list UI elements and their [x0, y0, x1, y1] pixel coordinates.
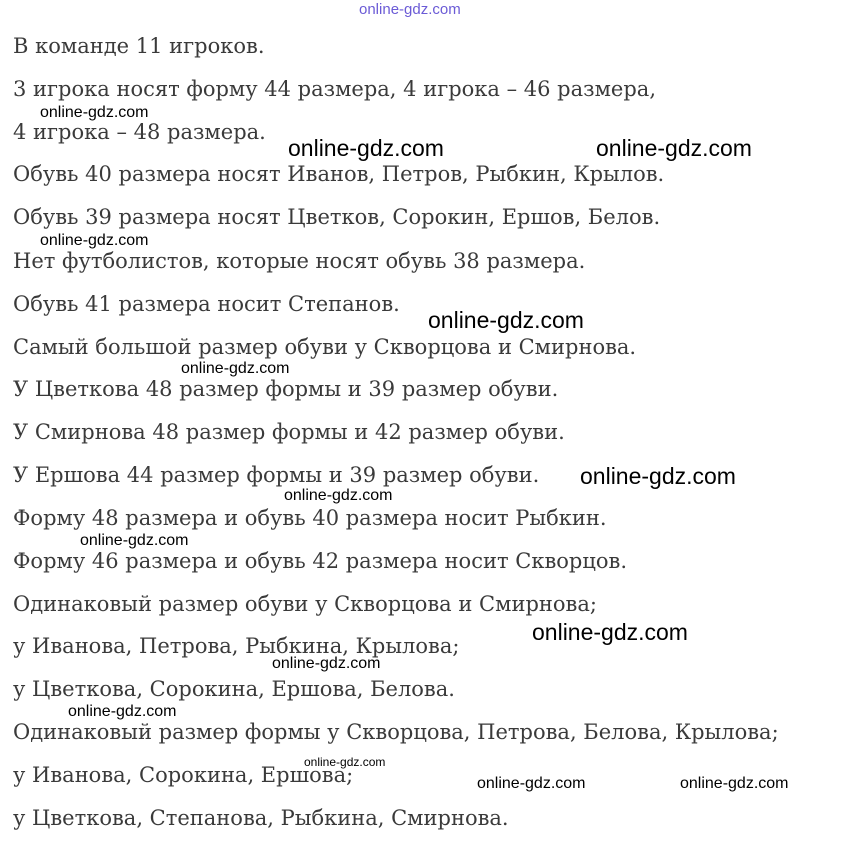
watermark: online-gdz.com [532, 619, 688, 645]
watermark: online-gdz.com [80, 532, 189, 549]
text-line-15: у Иванова, Петрова, Рыбкина, Крылова; [13, 634, 460, 658]
watermark: online-gdz.com [40, 104, 149, 121]
text-line-4: Обувь 40 размера носят Иванов, Петров, Рыбкин, Крылов. [13, 162, 665, 186]
text-line-6: Нет футболистов, которые носят обувь 38 размера. [13, 249, 586, 273]
text-line-9: У Цветкова 48 размер формы и 39 размер обуви. [13, 377, 559, 401]
text-line-17: Одинаковый размер формы у Скворцова, Петрова, Белова, Крылова; [13, 720, 779, 744]
watermark: online-gdz.com [40, 232, 149, 249]
watermark: online-gdz.com [477, 775, 586, 792]
text-line-3: 4 игрока – 48 размера. [13, 120, 266, 144]
text-line-2: 3 игрока носят форму 44 размера, 4 игрока – 46 размера, [13, 77, 656, 101]
text-line-7: Обувь 41 размера носит Степанов. [13, 292, 400, 316]
site-watermark-header[interactable]: online-gdz.com [359, 1, 461, 18]
watermark: online-gdz.com [580, 463, 736, 489]
text-line-8: Самый большой размер обуви у Скворцова и Смирнова. [13, 335, 637, 359]
text-line-13: Форму 46 размера и обувь 42 размера носит Скворцов. [13, 549, 627, 573]
watermark: online-gdz.com [284, 487, 393, 504]
text-line-16: у Цветкова, Сорокина, Ершова, Белова. [13, 677, 455, 701]
watermark: online-gdz.com [288, 135, 444, 161]
text-line-1: В команде 11 игроков. [13, 34, 265, 58]
watermark: online-gdz.com [304, 755, 386, 769]
watermark: online-gdz.com [596, 135, 752, 161]
watermark: online-gdz.com [680, 775, 789, 792]
text-line-11: У Ершова 44 размер формы и 39 размер обуви. [13, 463, 540, 487]
watermark: online-gdz.com [181, 360, 290, 377]
text-line-19: у Цветкова, Степанова, Рыбкина, Смирнова. [13, 806, 509, 830]
text-line-14: Одинаковый размер обуви у Скворцова и Смирнова; [13, 592, 597, 616]
watermark: online-gdz.com [68, 703, 177, 720]
text-line-18: у Иванова, Сорокина, Ершова; [13, 763, 354, 787]
text-line-12: Форму 48 размера и обувь 40 размера носит Рыбкин. [13, 506, 607, 530]
text-line-10: У Смирнова 48 размер формы и 42 размер обуви. [13, 420, 565, 444]
text-line-5: Обувь 39 размера носят Цветков, Сорокин, Ершов, Белов. [13, 205, 661, 229]
watermark: online-gdz.com [272, 655, 381, 672]
watermark: online-gdz.com [428, 307, 584, 333]
